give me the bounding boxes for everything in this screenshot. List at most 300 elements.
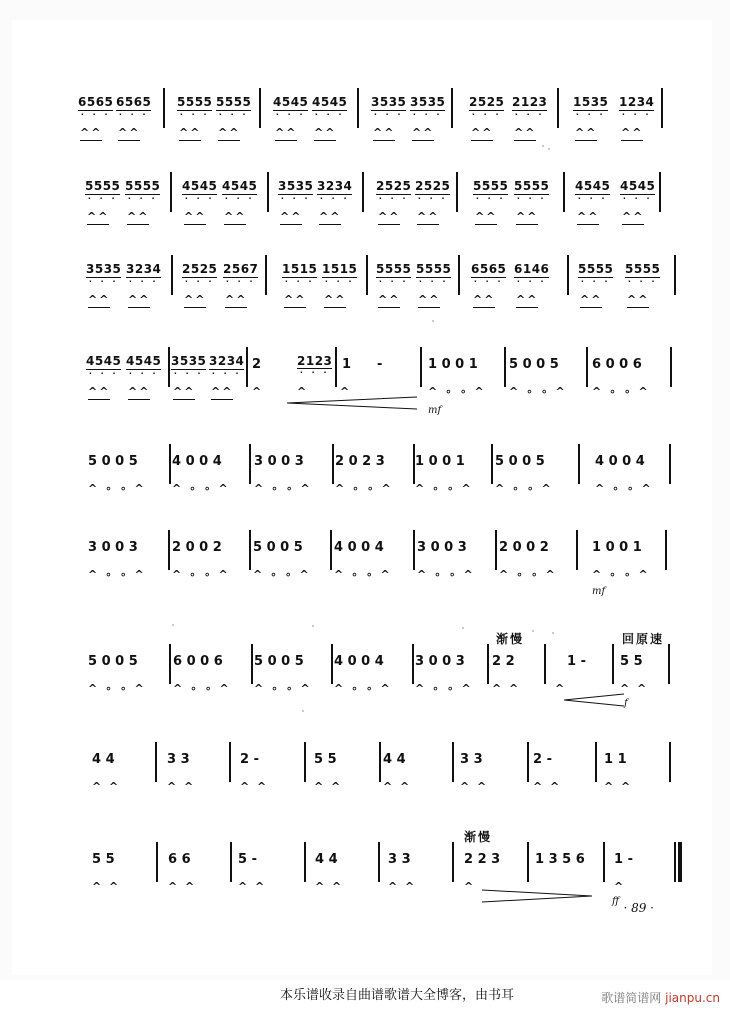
articulation-marks: ^ ^ [533, 780, 562, 793]
articulation-marks: ^ ^ [315, 880, 344, 893]
octave-dots: · · · [179, 110, 210, 119]
notes: 2567 [223, 262, 259, 276]
articulation-marks: ^ ∘ ∘ ^ [428, 385, 486, 398]
barline [168, 347, 170, 387]
note-group [376, 263, 411, 286]
articulation-marks: ^ [464, 880, 476, 893]
final-barline [678, 842, 682, 882]
note-measure: 1 [342, 357, 352, 372]
articulation-marks: ^^ [577, 210, 600, 223]
note-group [182, 180, 217, 203]
note-measure: 1 - [567, 654, 586, 669]
articulation-marks: ^^ [516, 293, 539, 306]
note-group [625, 263, 660, 286]
notes: 5555 [125, 179, 161, 193]
articulation-marks: ^ ∘ ∘ ^ [495, 482, 553, 495]
articulation-marks: ^ ∘ ∘ ^ [509, 385, 567, 398]
notes: 2123 [297, 354, 333, 368]
notes: 1515 [322, 262, 358, 276]
octave-dots: · · · [418, 277, 449, 286]
barline [669, 742, 671, 782]
barline [170, 172, 172, 212]
notes: 6146 [514, 262, 550, 276]
articulation-marks: ^^ [622, 210, 645, 223]
octave-dots: · · · [118, 110, 149, 119]
barline [379, 742, 381, 782]
barline [267, 172, 269, 212]
barline [330, 530, 332, 570]
articulation-marks: ^^ [184, 293, 207, 306]
scan-speck [302, 710, 304, 712]
articulation-marks: ^ [252, 385, 264, 398]
octave-dots: · · · [88, 369, 119, 378]
barline [456, 172, 458, 212]
barline [557, 88, 559, 128]
articulation-marks: ^ ^ [388, 880, 417, 893]
watermark-site-name: 歌谱简谱网 [601, 991, 662, 1005]
barline [230, 842, 232, 882]
notes: 3535 [410, 95, 446, 109]
octave-dots: · · · [299, 368, 330, 377]
barline [586, 347, 588, 387]
octave-dots: · · · [284, 277, 315, 286]
articulation-marks: ^^ [324, 293, 347, 306]
note-group [620, 180, 655, 203]
note-measure: 1 0 0 1 [428, 357, 478, 372]
note-group [322, 263, 357, 286]
articulation-marks: ^ [340, 385, 352, 398]
barline [412, 644, 414, 684]
barline [366, 255, 368, 295]
octave-dots: · · · [80, 110, 111, 119]
notes: 3535 [371, 95, 407, 109]
footer [0, 980, 730, 1010]
note-measure: 2 0 0 2 [172, 540, 222, 555]
articulation-marks: ^ ^ [92, 880, 121, 893]
dynamic-mf: mf [592, 586, 606, 597]
articulation-marks: ^ [297, 385, 309, 398]
note-measure: 3 0 0 3 [415, 654, 465, 669]
note-group [512, 96, 547, 119]
articulation-marks: ^ ^ [92, 780, 121, 793]
notes: 5555 [216, 95, 252, 109]
note-group [125, 180, 160, 203]
notes: 4545 [126, 354, 162, 368]
barline [169, 444, 171, 484]
notes: 6565 [78, 95, 114, 109]
articulation-marks: ^^ [575, 126, 598, 139]
articulation-marks: ^^ [80, 126, 103, 139]
articulation-marks: ^ ^ [492, 682, 521, 695]
note-measure: 5 0 0 5 [509, 357, 559, 372]
note-group [126, 263, 161, 286]
barline [576, 530, 578, 570]
scan-speck [532, 630, 534, 632]
note-measure: 6 6 [168, 852, 191, 867]
articulation-marks: ^^ [218, 126, 241, 139]
articulation-marks: ^^ [378, 293, 401, 306]
octave-dots: · · · [622, 194, 653, 203]
octave-dots: · · · [475, 194, 506, 203]
note-measure: 4 0 0 4 [172, 454, 222, 469]
barline [495, 530, 497, 570]
articulation-marks: ^ ∘ ∘ ^ [172, 568, 230, 581]
articulation-marks: ^^ [280, 210, 303, 223]
notes: 5555 [177, 95, 213, 109]
articulation-marks: ^^ [118, 126, 141, 139]
note-group [282, 263, 317, 286]
barline [362, 172, 364, 212]
articulation-marks: ^^ [516, 210, 539, 223]
articulation-marks: ^^ [378, 210, 401, 223]
octave-dots: · · · [225, 277, 256, 286]
barline [451, 88, 453, 128]
barline [487, 644, 489, 684]
note-measure: 3 3 [388, 852, 411, 867]
staff-system [12, 750, 712, 810]
watermark [601, 989, 720, 1006]
note-measure: 5 0 0 5 [88, 654, 138, 669]
notes: 4545 [312, 95, 348, 109]
barline [527, 742, 529, 782]
octave-dots: · · · [211, 369, 242, 378]
articulation-marks: ^^ [514, 126, 537, 139]
octave-dots: · · · [373, 110, 404, 119]
note-measure: 3 0 0 3 [417, 540, 467, 555]
note-measure: 3 0 0 3 [254, 454, 304, 469]
barline [659, 172, 661, 212]
barline [458, 255, 460, 295]
octave-dots: · · · [173, 369, 204, 378]
staff-system [12, 96, 712, 156]
barline [612, 644, 614, 684]
notes: 5555 [473, 179, 509, 193]
articulation-marks: ^^ [373, 126, 396, 139]
barline [669, 444, 671, 484]
notes: 2525 [182, 262, 218, 276]
octave-dots: · · · [128, 277, 159, 286]
articulation-marks: ^^ [580, 293, 603, 306]
articulation-marks: ^^ [314, 126, 337, 139]
note-group [573, 96, 608, 119]
note-measure: 4 4 [92, 752, 115, 767]
barline [259, 88, 261, 128]
octave-dots: · · · [280, 194, 311, 203]
barline [304, 742, 306, 782]
barline [668, 644, 670, 684]
barline [265, 255, 267, 295]
barline [491, 444, 493, 484]
barline [674, 255, 676, 295]
scan-speck [552, 632, 554, 634]
articulation-marks: ^^ [173, 385, 196, 398]
notes: 2525 [415, 179, 451, 193]
notes: 4545 [222, 179, 258, 193]
note-measure: 3 3 [460, 752, 483, 767]
notes: 5555 [578, 262, 614, 276]
note-group [619, 96, 654, 119]
notes: 2525 [376, 179, 412, 193]
octave-dots: · · · [627, 277, 658, 286]
articulation-marks: ^ ∘ ∘ ^ [415, 482, 473, 495]
note-measure: 4 0 0 4 [334, 654, 384, 669]
note-measure: - [377, 357, 383, 372]
note-measure: 5 5 [620, 654, 643, 669]
barline [378, 842, 380, 882]
scan-speck [542, 145, 544, 147]
articulation-marks: ^ ∘ ∘ ^ [254, 482, 312, 495]
articulation-marks: ^ ∘ ∘ ^ [172, 482, 230, 495]
note-group [415, 180, 450, 203]
articulation-marks: ^ ∘ ∘ ^ [499, 568, 557, 581]
articulation-marks: ^ ∘ ∘ ^ [88, 682, 146, 695]
note-group [278, 180, 313, 203]
barline [249, 530, 251, 570]
notes: 1515 [282, 262, 318, 276]
articulation-marks: ^^ [225, 293, 248, 306]
notes: 6565 [116, 95, 152, 109]
note-group [222, 180, 257, 203]
page-number: · 89 · [623, 901, 654, 915]
scan-speck [312, 625, 314, 627]
octave-dots: · · · [184, 277, 215, 286]
octave-dots: · · · [87, 194, 118, 203]
note-measure: 2 2 [492, 654, 515, 669]
barline [168, 530, 170, 570]
hairpin-crescendo [287, 395, 417, 414]
notes: 1234 [619, 95, 655, 109]
articulation-marks: ^ ∘ ∘ ^ [254, 682, 312, 695]
staff-system [12, 263, 712, 323]
octave-dots: · · · [224, 194, 255, 203]
note-group [126, 355, 161, 378]
octave-dots: · · · [184, 194, 215, 203]
notes: 3535 [86, 262, 122, 276]
note-group [514, 263, 549, 286]
articulation-marks: ^ ∘ ∘ ^ [334, 568, 392, 581]
articulation-marks: ^ ^ [620, 682, 649, 695]
barline [155, 742, 157, 782]
notes: 2123 [512, 95, 548, 109]
note-measure: 1 1 [604, 752, 627, 767]
octave-dots: · · · [516, 277, 547, 286]
note-group [469, 96, 504, 119]
barline [413, 530, 415, 570]
articulation-marks: ^^ [88, 385, 111, 398]
octave-dots: · · · [275, 110, 306, 119]
articulation-marks: ^ [555, 682, 567, 695]
notes: 5555 [514, 179, 550, 193]
articulation-marks: ^^ [627, 293, 650, 306]
articulation-marks: ^^ [621, 126, 644, 139]
barline [452, 742, 454, 782]
note-measure: 4 4 [383, 752, 406, 767]
note-measure: 2 [252, 357, 262, 372]
note-measure: 1 - [614, 852, 633, 867]
notes: 1535 [573, 95, 609, 109]
barline [603, 842, 605, 882]
barline [420, 347, 422, 387]
barline [169, 644, 171, 684]
articulation-marks: ^ ∘ ∘ ^ [173, 682, 231, 695]
note-group [216, 96, 251, 119]
articulation-marks: ^ ∘ ∘ ^ [88, 482, 146, 495]
note-measure: 5 0 0 5 [253, 540, 303, 555]
note-group [312, 96, 347, 119]
dynamic-mf: mf [428, 405, 442, 416]
articulation-marks: ^^ [418, 293, 441, 306]
barline [563, 172, 565, 212]
articulation-marks: ^ ∘ ∘ ^ [88, 568, 146, 581]
octave-dots: · · · [621, 110, 652, 119]
barline [504, 347, 506, 387]
octave-dots: · · · [577, 194, 608, 203]
note-measure: 1 3 5 6 [535, 852, 585, 867]
notes: 4545 [273, 95, 309, 109]
barline [670, 347, 672, 387]
note-measure: 4 0 0 4 [334, 540, 384, 555]
barline [332, 444, 334, 484]
note-group [223, 263, 258, 286]
notes: 2525 [469, 95, 505, 109]
staff-system [12, 180, 712, 240]
articulation-marks: ^^ [224, 210, 247, 223]
note-group [471, 263, 506, 286]
note-group [182, 263, 217, 286]
staff-system [12, 355, 712, 415]
note-group [177, 96, 212, 119]
articulation-marks: ^^ [127, 210, 150, 223]
note-group [86, 355, 121, 378]
note-measure: 4 0 0 4 [595, 454, 645, 469]
articulation-marks: ^ ^ [314, 780, 343, 793]
note-measure: 5 0 0 5 [88, 454, 138, 469]
note-measure: 1 0 0 1 [592, 540, 642, 555]
barline [527, 842, 529, 882]
octave-dots: · · · [88, 277, 119, 286]
articulation-marks: ^ ∘ ∘ ^ [592, 568, 650, 581]
octave-dots: · · · [473, 277, 504, 286]
barline [595, 742, 597, 782]
notes: 6565 [471, 262, 507, 276]
note-measure: 2 0 0 2 [499, 540, 549, 555]
articulation-marks: ^ ∘ ∘ ^ [595, 482, 653, 495]
barline [544, 644, 546, 684]
barline [578, 444, 580, 484]
octave-dots: · · · [471, 110, 502, 119]
articulation-marks: ^ ∘ ∘ ^ [334, 682, 392, 695]
notes: 3234 [126, 262, 162, 276]
notes: 5555 [85, 179, 121, 193]
octave-dots: · · · [128, 369, 159, 378]
octave-dots: · · · [516, 194, 547, 203]
notes: 4545 [620, 179, 656, 193]
notes: 5555 [376, 262, 412, 276]
octave-dots: · · · [314, 110, 345, 119]
notes: 5555 [625, 262, 661, 276]
articulation-marks: ^ ∘ ∘ ^ [417, 568, 475, 581]
barline [331, 644, 333, 684]
note-group [273, 96, 308, 119]
articulation-marks: ^^ [284, 293, 307, 306]
octave-dots: · · · [378, 194, 409, 203]
note-measure: 2 - [240, 752, 259, 767]
articulation-marks: ^ ^ [604, 780, 633, 793]
note-group [514, 180, 549, 203]
score-page [12, 20, 712, 975]
tempo-slow: 渐慢 [464, 830, 493, 844]
articulation-marks: ^ ^ [383, 780, 412, 793]
tempo-slow: 渐慢 [496, 632, 525, 646]
scan-speck [432, 320, 434, 322]
note-group [578, 263, 613, 286]
note-group [297, 355, 332, 377]
staff-system [12, 830, 712, 910]
octave-dots: · · · [580, 277, 611, 286]
note-group [473, 180, 508, 203]
octave-dots: · · · [319, 194, 350, 203]
octave-dots: · · · [378, 277, 409, 286]
barline [246, 347, 248, 387]
articulation-marks: ^ ∘ ∘ ^ [335, 482, 393, 495]
barline [674, 842, 676, 882]
dynamic-ff: ff [612, 896, 620, 907]
articulation-marks: ^^ [128, 293, 151, 306]
scan-speck [462, 627, 464, 629]
octave-dots: · · · [218, 110, 249, 119]
articulation-marks: ^^ [275, 126, 298, 139]
note-group [575, 180, 610, 203]
note-group [410, 96, 445, 119]
note-group [209, 355, 244, 378]
articulation-marks: ^^ [417, 210, 440, 223]
articulation-marks: ^^ [128, 385, 151, 398]
note-measure: 3 0 0 3 [88, 540, 138, 555]
octave-dots: · · · [412, 110, 443, 119]
articulation-marks: ^^ [412, 126, 435, 139]
scan-speck [172, 624, 174, 626]
notes: 3234 [209, 354, 245, 368]
source-note: 本乐谱收录自曲谱歌谱大全博客，由书耳 [280, 988, 515, 1003]
note-group [171, 355, 206, 378]
notes: 3535 [171, 354, 207, 368]
articulation-marks: ^^ [87, 210, 110, 223]
note-group [317, 180, 352, 203]
note-measure: 5 5 [92, 852, 115, 867]
articulation-marks: ^ ^ [167, 780, 196, 793]
barline [335, 347, 337, 387]
scan-speck [548, 148, 550, 150]
hairpin-decrescendo [482, 888, 592, 907]
note-measure: 5 0 0 5 [495, 454, 545, 469]
articulation-marks: ^ ^ [238, 880, 267, 893]
octave-dots: · · · [514, 110, 545, 119]
note-group [376, 180, 411, 203]
notes: 5555 [416, 262, 452, 276]
octave-dots: · · · [324, 277, 355, 286]
note-measure: 5 5 [314, 752, 337, 767]
dynamic-f: f [624, 698, 628, 709]
note-group [85, 180, 120, 203]
barline [452, 842, 454, 882]
note-group [78, 96, 113, 119]
note-measure: 3 3 [167, 752, 190, 767]
note-measure: 1 0 0 1 [415, 454, 465, 469]
staff-system [12, 452, 712, 512]
articulation-marks: ^ ^ [460, 780, 489, 793]
notes: 4545 [575, 179, 611, 193]
staff-system [12, 632, 712, 712]
